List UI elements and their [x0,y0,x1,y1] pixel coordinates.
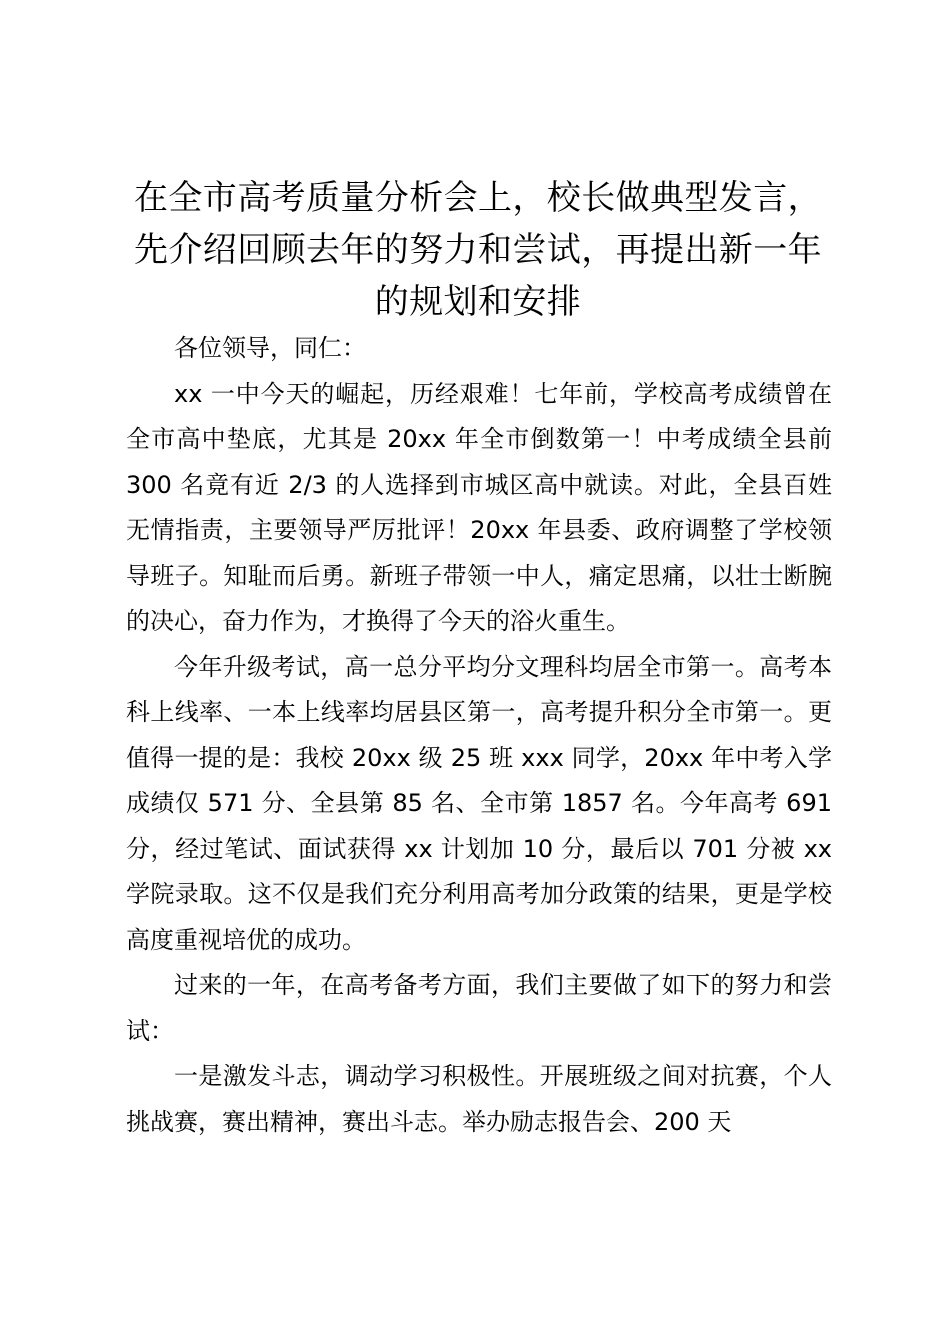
document-title: 在全市高考质量分析会上，校长做典型发言，先介绍回顾去年的努力和尝试，再提出新一年的规划和安排 [134,178,822,322]
body-paragraph: 今年升级考试，高一总分平均分文理科均居全市第一。高考本科上线率、一本上线率均居县区第一，高考提升积分全市第一。更值得一提的是：我校 20xx 级 25 班 xxx 同学，20xx 年中考入学成绩仅 571 分、全县第 85 名、全市第 1857 名。今年高考 691 分，经过笔试、面试获得 xx 计划加 10 分，最后以 701 分被 xx 学院录取。这不仅是我们充分利用高考加分政策的结果，更是学校高度重视培优的成功。 [126,652,832,954]
body-paragraph: 一是激发斗志，调动学习积极性。开展班级之间对抗赛，个人挑战赛，赛出精神，赛出斗志。举办励志报告会、200 天 [126,1062,832,1136]
body-paragraph: xx 一中今天的崛起，历经艰难！七年前，学校高考成绩曾在全市高中垫底，尤其是 20xx 年全市倒数第一！中考成绩全县前 300 名竟有近 2/3 的人选择到市城区高中就读。对此，全县百姓无情指责，主要领导严厉批评！20xx 年县委、政府调整了学校领导班子。知耻而后勇。新班子带领一中人，痛定思痛，以壮士断腕的决心，奋力作为，才换得了今天的浴火重生。 [126,379,832,635]
document-body [126,326,832,1145]
body-paragraph: 过来的一年，在高考备考方面，我们主要做了如下的努力和尝试： [126,971,832,1045]
salutation-paragraph: 各位领导，同仁： [174,334,366,362]
